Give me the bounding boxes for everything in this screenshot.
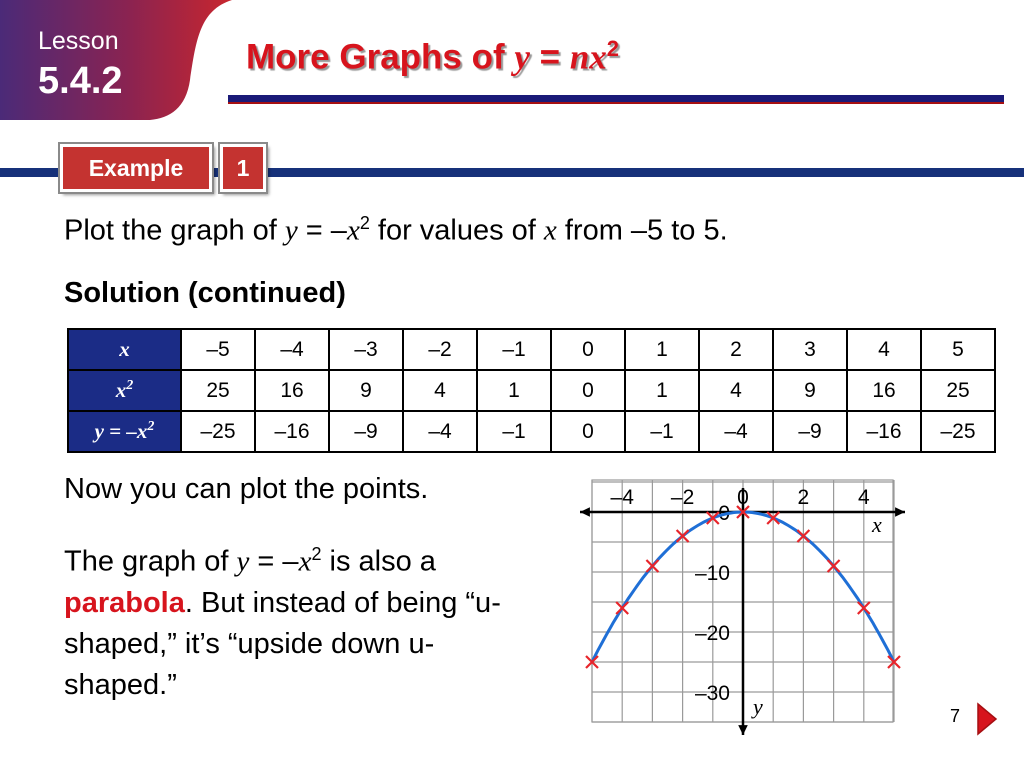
title-eq: = (529, 37, 570, 77)
table-cell: –25 (181, 411, 255, 452)
title-text: More Graphs of (246, 37, 515, 77)
y-tick-label: –30 (694, 682, 730, 705)
parabola-highlight: parabola (64, 586, 185, 619)
table-cell: 16 (847, 370, 921, 411)
y-tick-label: 0 (718, 502, 730, 525)
table-cell: –16 (255, 411, 329, 452)
x-tick-label: 4 (857, 486, 870, 509)
table-cell: –25 (921, 411, 995, 452)
table-cell: –1 (625, 411, 699, 452)
next-arrow-icon[interactable] (976, 702, 998, 736)
para-exp: 2 (311, 544, 322, 564)
table-cell: 4 (847, 329, 921, 370)
graph-axes (580, 488, 905, 735)
x-tick-label: –4 (610, 486, 634, 509)
x-tick-label: –2 (670, 486, 695, 509)
solution-heading: Solution (continued) (64, 277, 346, 309)
table-cell: –2 (403, 329, 477, 370)
table-cell: –1 (477, 329, 551, 370)
table-cell: 5 (921, 329, 995, 370)
para-text-2: is also a (321, 545, 436, 578)
prompt-x2: x (543, 214, 557, 247)
table-cell: 1 (625, 370, 699, 411)
x-tick-label: 0 (737, 486, 749, 509)
prompt-text-2: for values of (369, 214, 544, 247)
table-cell: –4 (699, 411, 773, 452)
table-cell: 2 (699, 329, 773, 370)
para-y: y (236, 545, 250, 578)
prompt-text-1: Plot the graph of (64, 214, 285, 247)
table-cell: 25 (921, 370, 995, 411)
y-tick-label: –10 (694, 562, 730, 585)
para-eq: = – (249, 545, 299, 578)
table-cell: 25 (181, 370, 255, 411)
title-exponent: 2 (606, 36, 620, 61)
table-cell: 16 (255, 370, 329, 411)
table-cell: –1 (477, 411, 551, 452)
table-cell: 9 (329, 370, 403, 411)
lesson-number: 5.4.2 (38, 60, 123, 102)
table-cell: 4 (403, 370, 477, 411)
y-axis (738, 488, 748, 735)
table-cell: –5 (181, 329, 255, 370)
para-text-3: . But instead of being “u-shaped,” it’s “upside down u-shaped.” (64, 586, 501, 701)
lesson-label: Lesson (38, 27, 119, 55)
table-cell: –9 (773, 411, 847, 452)
x-tick-label: 2 (797, 486, 810, 509)
graph-tick-labels (611, 486, 870, 705)
title-y: y (514, 37, 530, 77)
instruction-text: Now you can plot the points. (64, 473, 429, 505)
y-tick-label: –20 (694, 622, 730, 645)
table-cell: 1 (477, 370, 551, 411)
table-cell: 1 (625, 329, 699, 370)
prompt-y: y (284, 214, 298, 247)
row-header-x-squared-text: $x^2$ (115, 378, 134, 402)
table-cell: 0 (551, 370, 625, 411)
table-cell: 4 (699, 370, 773, 411)
example-label: Example (60, 144, 212, 192)
table-cell: 9 (773, 370, 847, 411)
para-x: x (298, 545, 312, 578)
table-cell: 0 (551, 411, 625, 452)
table-cell: –9 (329, 411, 403, 452)
para-text-1: The graph of (64, 545, 237, 578)
example-number: 1 (220, 144, 266, 192)
table-cell: 3 (773, 329, 847, 370)
title-nx: nx (569, 37, 607, 77)
table-cell: –3 (329, 329, 403, 370)
row-header-x-text: x (119, 337, 130, 361)
table-cell: –16 (847, 411, 921, 452)
table-cell: –4 (255, 329, 329, 370)
prompt-text-3: from –5 to 5. (556, 214, 728, 247)
prompt-x: x (346, 214, 360, 247)
prompt-eq: = – (297, 214, 347, 247)
y-axis-label: y (753, 694, 763, 719)
table-cell: 0 (551, 329, 625, 370)
page-number: 7 (950, 706, 961, 726)
table-cell: –4 (403, 411, 477, 452)
prompt-exp: 2 (359, 213, 370, 233)
x-axis-label: x (872, 512, 882, 537)
row-header-y-text: $y = -x^2$ (94, 419, 155, 443)
